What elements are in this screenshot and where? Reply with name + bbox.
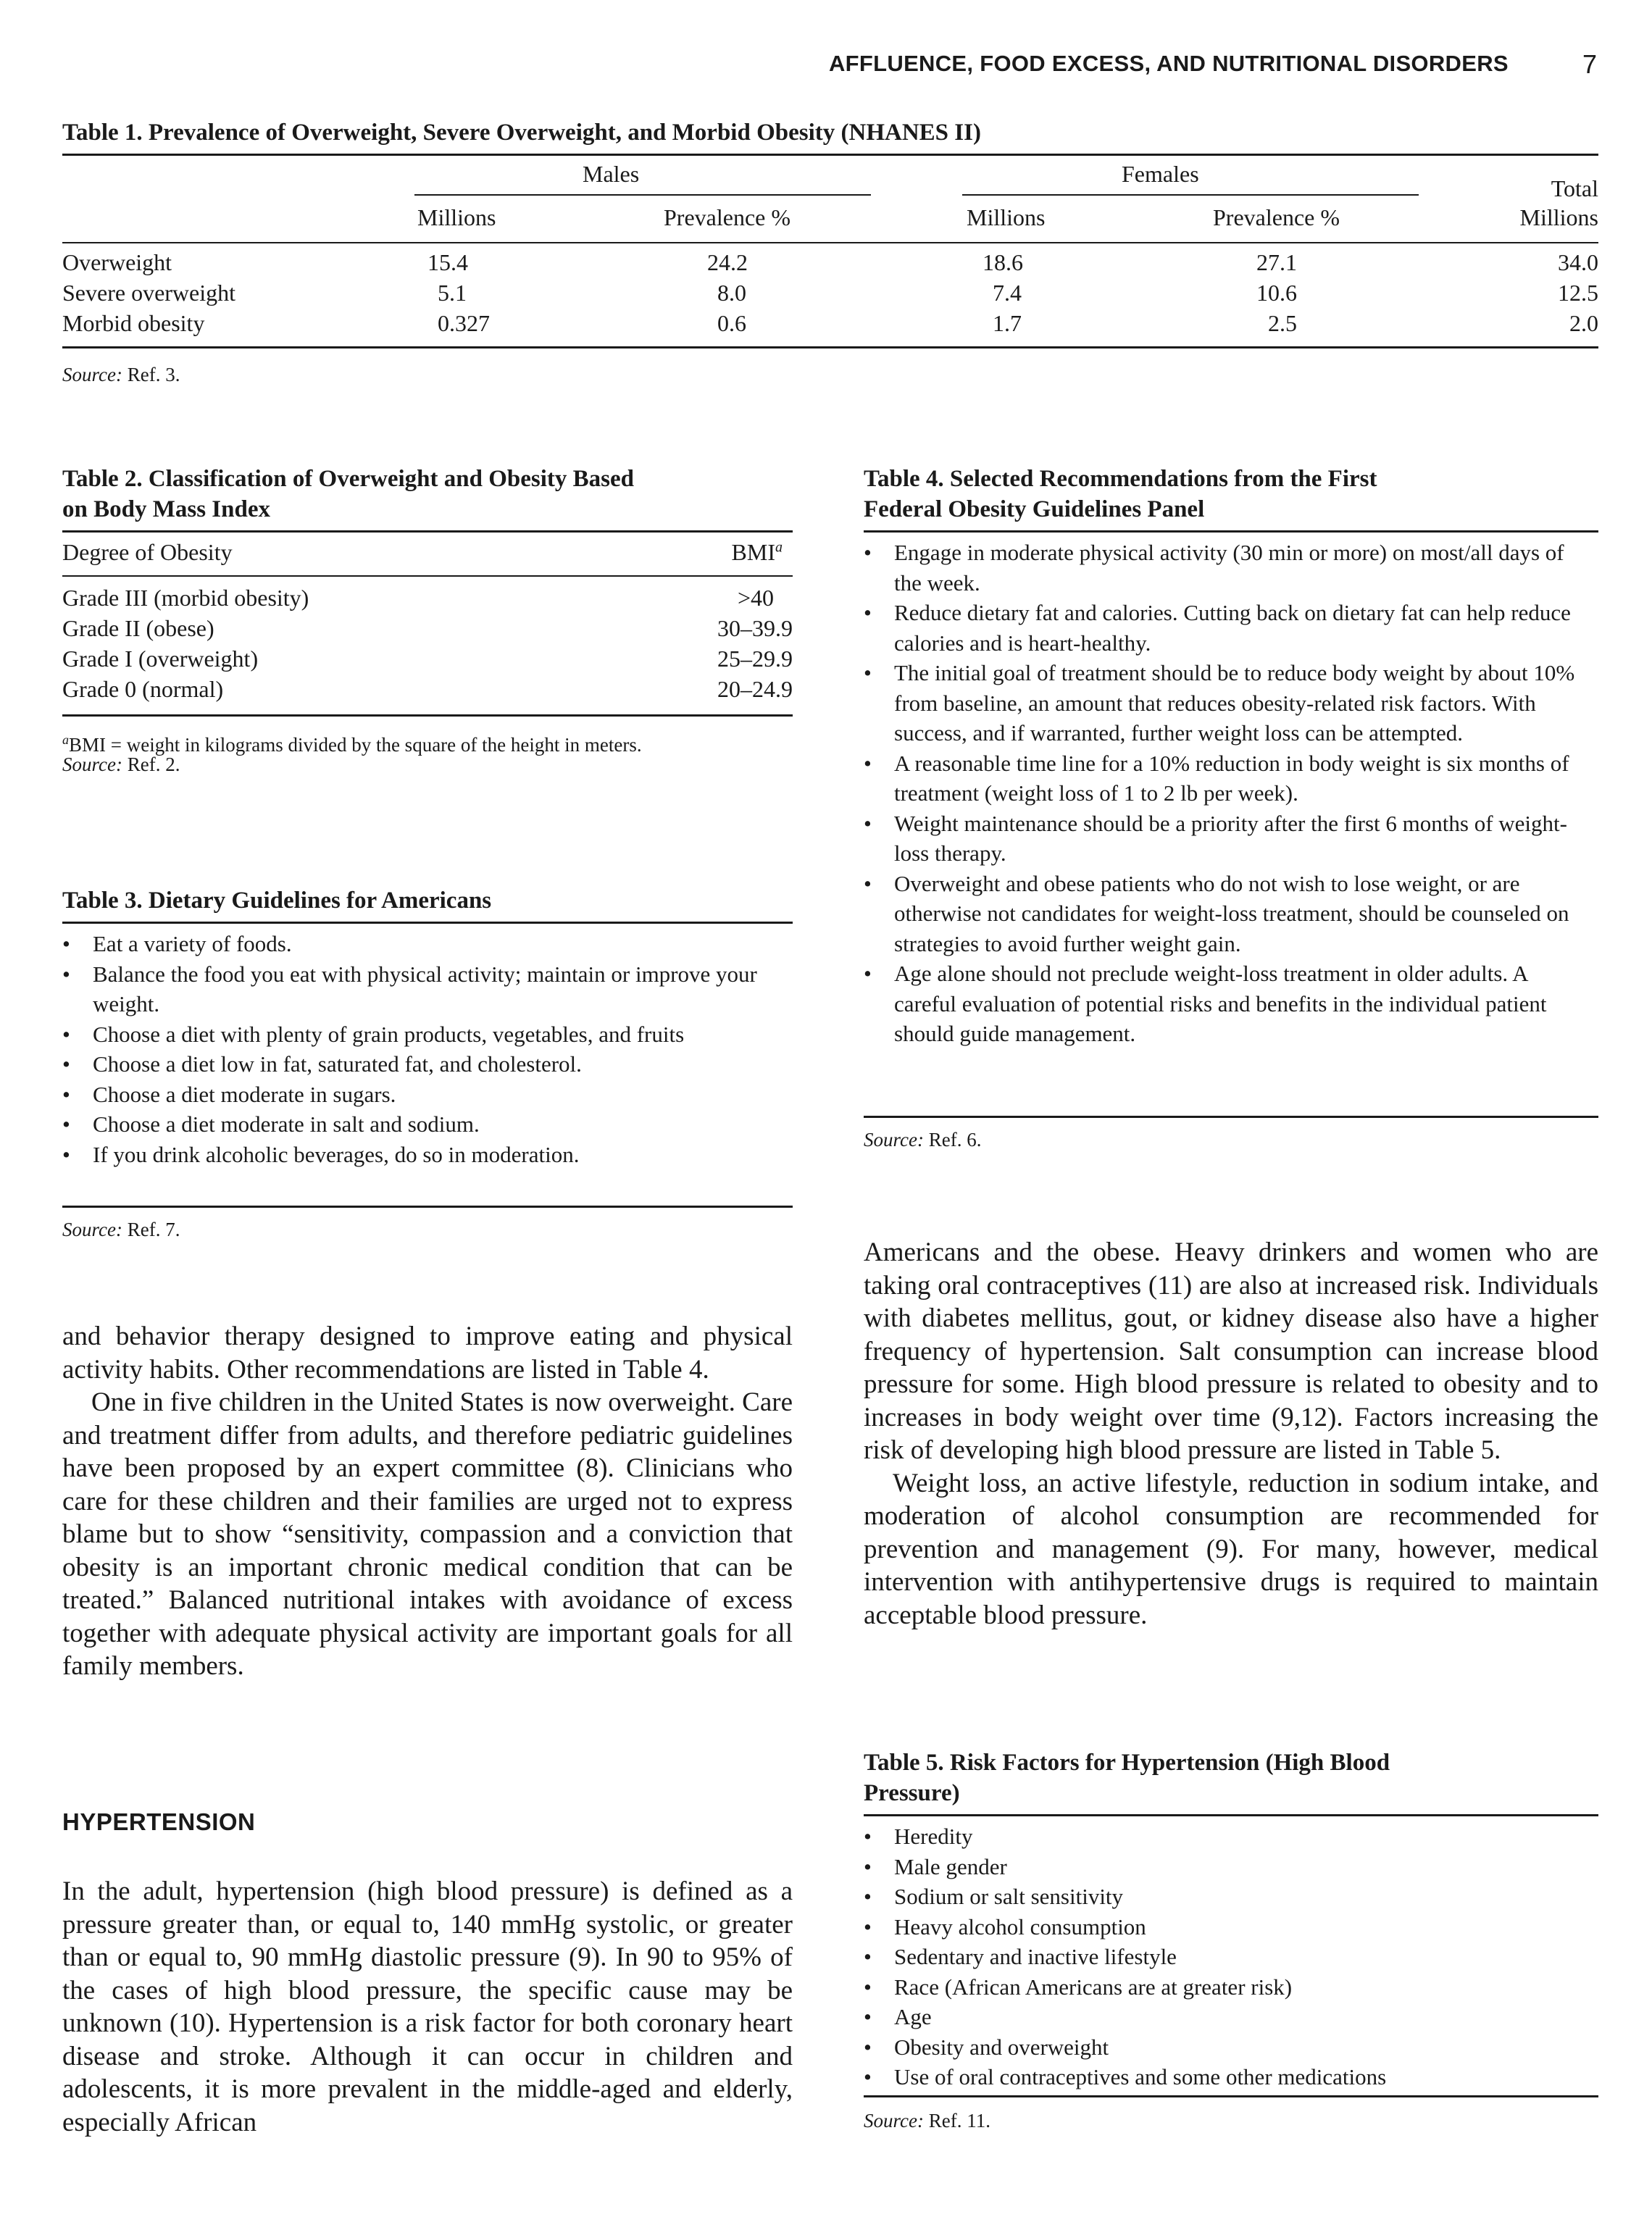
list-item: • Eat a variety of foods. xyxy=(62,929,793,959)
list-item: • Male gender xyxy=(864,1852,1588,1882)
cell: 1.7 xyxy=(993,310,1022,336)
list-item: • Choose a diet low in fat, saturated fat, and cholesterol. xyxy=(62,1049,793,1080)
row-label: Severe overweight xyxy=(62,280,236,306)
table-row xyxy=(62,249,1598,280)
table-2-caption-line2: on Body Mass Index xyxy=(62,496,270,522)
table-1-sub-f-millions: Millions xyxy=(967,204,1046,230)
paragraph: Weight loss, an active lifestyle, reduction in sodium intake, and moderation of alcohol consumption are recommended for prevention and management (9). For many, however, medical intervention with antihypertensive drugs is required to maintain acceptable blood pressure. xyxy=(864,1468,1598,1630)
list-item: • The initial goal of treatment should be to reduce body weight by about 10% from baseline, an amount that reduces obesity-related risk factors. With success, and if warranted, further weight loss can be attempted. xyxy=(864,658,1588,748)
row-label: Morbid obesity xyxy=(62,310,205,336)
table-row xyxy=(62,583,793,613)
cell: 0.6 xyxy=(717,310,746,336)
table-3-list xyxy=(62,929,793,1169)
paragraph: In the adult, hypertension (high blood pressure) is defined as a pressure greater than, or equal to, 140 mmHg systolic, or greater than or equal to, 90 mmHg diastolic pressure (9). In 90 to 95% of the cases of high blood pressure, the specific cause may be unknown (10). Hypertension is a risk factor for both coronary heart disease and stroke. Although it can occur in children and adolescents, it is more prevalent in the middle-aged and elderly, especially African xyxy=(62,1876,793,2137)
table-1-total-line2: Millions xyxy=(1519,204,1598,230)
paragraph: and behavior therapy designed to improve eating and physical activity habits. Other recommendations are listed in Table 4. xyxy=(62,1322,793,1385)
table-4-top-rule xyxy=(864,530,1598,533)
cell: >40 xyxy=(737,585,774,611)
table-3 xyxy=(62,885,793,1240)
table-3-source: Source: Ref. 7. xyxy=(62,1219,180,1240)
table-1-header-rule xyxy=(62,242,1598,243)
table-row xyxy=(62,613,793,643)
cell: 18.6 xyxy=(983,249,1023,275)
cell: 8.0 xyxy=(717,280,746,306)
list-item: • If you drink alcoholic beverages, do so in moderation. xyxy=(62,1140,793,1170)
list-item: • Weight maintenance should be a priority after the first 6 months of weight-loss therapy. xyxy=(864,809,1588,869)
table-2-bottom-rule xyxy=(62,714,793,717)
list-item: • Overweight and obese patients who do not wish to lose weight, or are otherwise not candidates for weight-loss treatment, should be counseled on strategies to avoid further weight gain. xyxy=(864,869,1588,959)
table-row xyxy=(62,643,793,674)
table-2-col-degree: Degree of Obesity xyxy=(62,539,233,565)
list-item: • A reasonable time line for a 10% reduction in body weight is six months of treatment (weight loss of 1 to 2 lb per week). xyxy=(864,748,1588,809)
table-1-sub-f-prevalence: Prevalence % xyxy=(1213,204,1340,230)
list-item: • Age alone should not preclude weight-loss treatment in older adults. A careful evaluation of potential risks and benefits in the individual patient should guide management. xyxy=(864,959,1588,1049)
list-item: • Age xyxy=(864,2002,1588,2032)
cell: 27.1 xyxy=(1256,249,1297,275)
cell: 24.2 xyxy=(707,249,748,275)
table-1-caption: Table 1. Prevalence of Overweight, Severe Overweight, and Morbid Obesity (NHANES II) xyxy=(62,120,981,146)
table-row xyxy=(62,674,793,704)
paragraph: One in five children in the United States is now overweight. Care and treatment differ from adults, and therefore pediatric guidelines have been proposed by an expert committee (8). Clinicians who care for these children and their families are urged not to express blame but to show “sensitivity, compassion and a conviction that obesity is an important chronic medical condition that can be treated.” Balanced nutritional intakes with avoidance of excess together with adequate physical activity are important goals for all family members. xyxy=(62,1387,793,1681)
table-4-source: Source: Ref. 6. xyxy=(864,1129,982,1151)
table-5-list xyxy=(864,1821,1588,2092)
row-label: Grade III (morbid obesity) xyxy=(62,585,309,611)
table-2-top-rule xyxy=(62,530,793,533)
cell: 2.5 xyxy=(1268,310,1297,336)
row-label: Grade 0 (normal) xyxy=(62,676,224,702)
table-5-caption-line1: Table 5. Risk Factors for Hypertension (High Blood xyxy=(864,1750,1390,1776)
table-5 xyxy=(864,1748,1598,2132)
left-body-text-2 xyxy=(62,1875,793,2139)
cell: 7.4 xyxy=(993,280,1022,306)
table-4 xyxy=(864,464,1598,1151)
table-2 xyxy=(62,464,793,775)
table-2-header-rule xyxy=(62,575,793,577)
table-1-sub-m-millions: Millions xyxy=(417,204,496,230)
table-1-bottom-rule xyxy=(62,346,1598,348)
list-item: • Choose a diet with plenty of grain products, vegetables, and fruits xyxy=(62,1019,793,1050)
list-item: • Use of oral contraceptives and some other medications xyxy=(864,2062,1588,2092)
list-item: • Race (African Americans are at greater risk) xyxy=(864,1972,1588,2003)
table-2-source: Source: Ref. 2. xyxy=(62,753,180,775)
table-4-list xyxy=(864,538,1588,1049)
table-1-top-rule xyxy=(62,154,1598,156)
table-5-top-rule xyxy=(864,1814,1598,1816)
list-item: • Sodium or salt sensitivity xyxy=(864,1882,1588,1912)
table-1-females-rule xyxy=(962,194,1419,196)
table-2-caption-line1: Table 2. Classification of Overweight and Obesity Based xyxy=(62,466,634,492)
cell: 15.4 xyxy=(427,249,468,275)
table-1-group-females: Females xyxy=(1122,161,1199,187)
page-number: 7 xyxy=(1582,49,1598,79)
cell: 12.5 xyxy=(1558,280,1598,306)
cell: 5.1 xyxy=(438,280,467,306)
table-4-caption-line2: Federal Obesity Guidelines Panel xyxy=(864,496,1205,522)
list-item: • Engage in moderate physical activity (30 min or more) on most/all days of the week. xyxy=(864,538,1588,598)
row-label: Overweight xyxy=(62,249,172,275)
cell: 20–24.9 xyxy=(717,676,793,702)
cell: 34.0 xyxy=(1558,249,1598,275)
list-item: • Choose a diet moderate in salt and sodium. xyxy=(62,1109,793,1140)
table-row xyxy=(62,280,1598,310)
table-5-caption-line2: Pressure) xyxy=(864,1780,960,1806)
table-1-sub-m-prevalence: Prevalence % xyxy=(664,204,791,230)
table-1-source: Source: Ref. 3. xyxy=(62,364,180,385)
section-heading: HYPERTENSION xyxy=(62,1808,256,1835)
table-2-col-bmi: BMI$^a$ xyxy=(731,539,783,565)
table-row xyxy=(62,310,1598,341)
left-body-text xyxy=(62,1320,793,1683)
list-item: • Obesity and overweight xyxy=(864,2032,1588,2063)
running-head-title: AFFLUENCE, FOOD EXCESS, AND NUTRITIONAL DISORDERS xyxy=(829,51,1509,76)
table-5-bottom-rule xyxy=(864,2095,1598,2097)
table-5-source: Source: Ref. 11. xyxy=(864,2110,990,2132)
table-3-caption: Table 3. Dietary Guidelines for Americans xyxy=(62,888,492,914)
list-item: • Sedentary and inactive lifestyle xyxy=(864,1942,1588,1972)
table-2-footnote: $^a$BMI = weight in kilograms divided by the square of the height in meters. xyxy=(62,732,642,756)
cell: 0.327 xyxy=(438,310,490,336)
cell: 25–29.9 xyxy=(717,646,793,672)
cell: 30–39.9 xyxy=(717,615,793,641)
list-item: • Choose a diet moderate in sugars. xyxy=(62,1080,793,1110)
list-item: • Heavy alcohol consumption xyxy=(864,1912,1588,1942)
list-item: • Reduce dietary fat and calories. Cutting back on dietary fat can help reduce calories and is heart-healthy. xyxy=(864,598,1588,658)
table-4-bottom-rule xyxy=(864,1116,1598,1118)
list-item: • Balance the food you eat with physical activity; maintain or improve your weight. xyxy=(62,959,793,1019)
row-label: Grade II (obese) xyxy=(62,615,214,641)
table-1-group-males: Males xyxy=(583,161,640,187)
table-3-bottom-rule xyxy=(62,1206,793,1208)
table-4-caption-line1: Table 4. Selected Recommendations from the First xyxy=(864,466,1377,492)
table-1-males-rule xyxy=(414,194,871,196)
cell: 2.0 xyxy=(1569,310,1598,336)
list-item: • Heredity xyxy=(864,1821,1588,1852)
table-1-total-line1: Total xyxy=(1551,175,1598,201)
table-3-top-rule xyxy=(62,922,793,924)
paragraph: Americans and the obese. Heavy drinkers and women who are taking oral contraceptives (11) are also at increased risk. Individuals with diabetes mellitus, gout, or kidney disease also have a higher frequency of hypertension. Salt consumption can increase blood pressure for some. High blood pressure is related to obesity and to increases in body weight over time (9,12). Factors increasing the risk of developing high blood pressure are listed in Table 5. xyxy=(864,1237,1598,1465)
right-body-text xyxy=(864,1236,1598,1632)
cell: 10.6 xyxy=(1256,280,1297,306)
row-label: Grade I (overweight) xyxy=(62,646,259,672)
